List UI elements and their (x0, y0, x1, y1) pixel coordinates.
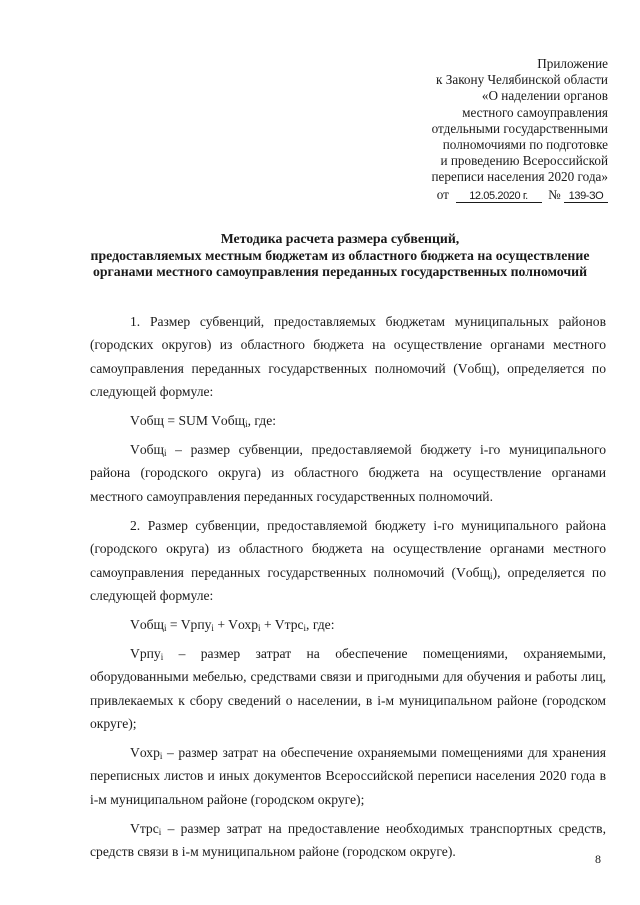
definition-vobshch (90, 438, 606, 508)
definition-text: – размер затрат на предоставление необходимых транспортных средств, средств связи в i-м муниципальном районе (городском округе). (90, 820, 606, 860)
definition-sub: i (160, 651, 164, 662)
header-line-7: и проведению Всероссийской (440, 153, 608, 169)
header-line-4: местного самоуправления (462, 104, 608, 120)
definition-text: – размер затрат на обеспечение охраняемыми помещениями для хранения переписных листов и иных документов Всероссийской переписи населения 2020 года в i-м муниципальном районе (городском округе); (90, 744, 606, 807)
law-number: 139-ЗО (564, 190, 608, 203)
header-line-5: отдельными государственными (431, 120, 608, 136)
definition-vohr (90, 741, 606, 811)
formula-2-d: + Vтрс (260, 616, 304, 632)
formula-2-d-sub: i (303, 622, 307, 633)
from-label: от (436, 186, 449, 202)
appendix-header (368, 56, 608, 203)
formula-1 (90, 409, 606, 432)
paragraph-2-sub: i (490, 570, 493, 581)
formula-2-a-sub: i (164, 622, 167, 633)
document-body (90, 310, 606, 863)
paragraph-1: 1. Размер субвенций, предоставляемых бюджетам муниципальных районов (городских округов) из областного бюджета на осуществление органами местного самоуправления переданных государственных полномочий (Vобщ), определяется по следующей формуле: (90, 314, 606, 400)
definition-symbol: Vтрс (130, 820, 159, 836)
header-line-2: к Закону Челябинской области (436, 72, 608, 88)
formula-2-c-sub: i (258, 622, 261, 633)
paragraph-2-text: 2. Размер субвенции, предоставляемой бюджету i-го муниципального района (городского округа) из областного бюджета на осуществление органами местного самоуправления переданных государственных полномочий (Vобщ (90, 517, 606, 580)
definition-text: – размер субвенции, предоставляемой бюджету i-го муниципального района (городского округа) из областного бюджета на осуществление органами местного самоуправления переданных государственных полномочий. (90, 442, 606, 504)
page-number: 8 (595, 852, 601, 866)
document-title (72, 231, 608, 281)
formula-1-tail: , где: (247, 413, 277, 429)
header-line-6: полномочиями по подготовке (442, 137, 608, 153)
title-line-3: органами местного самоуправления переданных государственных полномочий (92, 264, 588, 280)
definition-symbol: Vохр (130, 744, 160, 760)
title-line-2: предоставляемых местным бюджетам из областного бюджета на осуществление (90, 247, 590, 263)
formula-1-sub: i (245, 419, 248, 430)
definition-vrpu (90, 642, 606, 736)
definition-sub: i (158, 826, 162, 837)
title-line-1: Методика расчета размера субвенций, (220, 231, 460, 246)
definition-vtrs (90, 817, 606, 864)
definition-text: – размер затрат на обеспечение помещениями, охраняемыми, оборудованными мебелью, средствами связи и пригодными для обучения и работы лиц, привлекаемых к сбору сведений о населении, в i-м муниципальном районе (городском округе); (90, 645, 606, 731)
header-line-8: переписи населения 2020 года» (431, 169, 608, 185)
formula-2-c: + Vохр (213, 616, 259, 632)
formula-1-left: Vобщ = SUM Vобщ (130, 413, 246, 429)
law-date: 12.05.2020 г. (456, 190, 542, 203)
definition-sub: i (159, 750, 163, 761)
law-date-number (368, 187, 608, 203)
formula-2-b: = Vрпу (166, 616, 212, 632)
formula-2-a: Vобщ (130, 616, 164, 632)
formula-2 (90, 613, 606, 636)
definition-symbol: Vобщ (130, 442, 164, 458)
formula-2-b-sub: i (211, 622, 214, 633)
definition-symbol: Vрпу (130, 645, 161, 661)
paragraph-2 (90, 514, 606, 608)
formula-2-tail: , где: (306, 616, 335, 632)
header-line-3: «О наделении органов (481, 88, 608, 104)
paragraph-2-tail: ), определяется по следующей формуле: (90, 564, 606, 603)
definition-sub: i (164, 448, 167, 459)
header-line-1: Приложение (537, 56, 608, 71)
number-label: № (548, 186, 561, 202)
